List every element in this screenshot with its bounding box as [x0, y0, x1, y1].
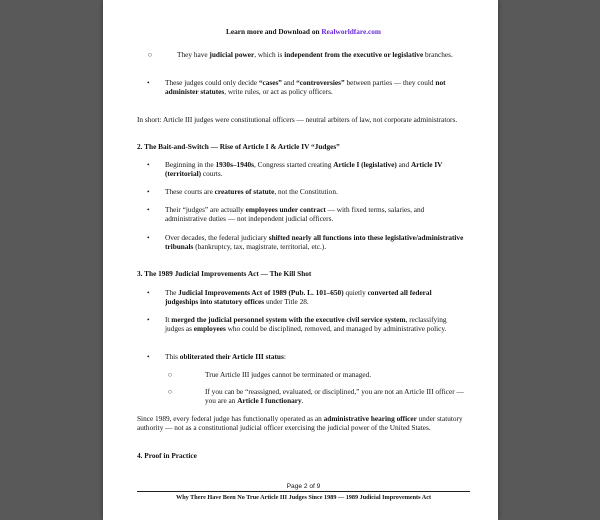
bullet-icon: • [147, 352, 150, 361]
footer-title: Why There Have Been No True Article III Judges Since 1989 — 1989 Judicial Improvements Act [176, 494, 431, 501]
bullet-icon: • [147, 78, 150, 87]
bullet-icon: • [147, 315, 150, 324]
list-item: • Their “judges” are actually employees under contract — with fixed terms, salaries, and administrative duties — not independent judicial officers. [147, 205, 425, 224]
summary-paragraph: In short: Article III judges were constitutional officers — neutral arbiters of law, not corporate administrators. [137, 115, 458, 124]
banner-text: Learn more and Download on [226, 27, 322, 36]
list-item: • These courts are creatures of statute, not the Constitution. [147, 187, 338, 196]
download-banner [137, 27, 470, 36]
list-item: ○ If you can be “reassigned, evaluated, or disciplined,” you are not an Article III officer — you are an Article I functionary. [205, 387, 467, 405]
document-page [103, 0, 498, 520]
bullet-icon: • [147, 288, 150, 297]
banner-link[interactable]: Realworldfare.com [321, 27, 381, 36]
list-item: • Over decades, the federal judiciary shifted nearly all functions into these legislative/administrative tribunals (bankruptcy, tax, magistrate, territorial, etc.). [147, 233, 464, 252]
circle-bullet-icon: ○ [167, 370, 173, 379]
circle-bullet-icon: ○ [147, 50, 153, 59]
list-item: ○ True Article III judges cannot be terminated or managed. [205, 370, 467, 379]
page-number: Page 2 of 9 [286, 483, 321, 490]
section-heading: 2. The Bait-and-Switch — Rise of Article I & Article IV “Judges” [137, 142, 340, 151]
list-item: ○ They have judicial power, which is independent from the executive or legislative branches. [177, 50, 457, 59]
list-item: • It merged the judicial personnel system with the executive civil service system, reclassifying judges as employees who could be disciplined, removed, and managed by administrative policy. [147, 315, 447, 334]
section-heading: 3. The 1989 Judicial Improvements Act — The Kill Shot [137, 269, 312, 278]
footer-divider [137, 491, 470, 492]
circle-bullet-icon: ○ [167, 387, 173, 396]
list-item: • This obliterated their Article III status: [147, 352, 286, 361]
bullet-icon: • [147, 187, 150, 196]
list-item: • Beginning in the 1930s–1940s, Congress started creating Article I (legislative) and Article IV (territorial) courts. [147, 160, 443, 179]
bullet-icon: • [147, 233, 150, 242]
list-item: • The Judicial Improvements Act of 1989 (Pub. L. 101–650) quietly converted all federal judgeships into statutory offices under Title 28. [147, 288, 432, 307]
list-item: • These judges could only decide “cases” and “controversies” between parties — they could not administer statutes, write rules, or act as policy officers. [147, 78, 446, 97]
bullet-icon: • [147, 160, 150, 169]
summary-paragraph: Since 1989, every federal judge has functionally operated as an administrative hearing officer under statutory authority — not as a constitutional judicial officer exercising the judicial power of the United States. [137, 414, 463, 433]
bullet-icon: • [147, 205, 150, 214]
section-heading: 4. Proof in Practice [137, 451, 197, 460]
